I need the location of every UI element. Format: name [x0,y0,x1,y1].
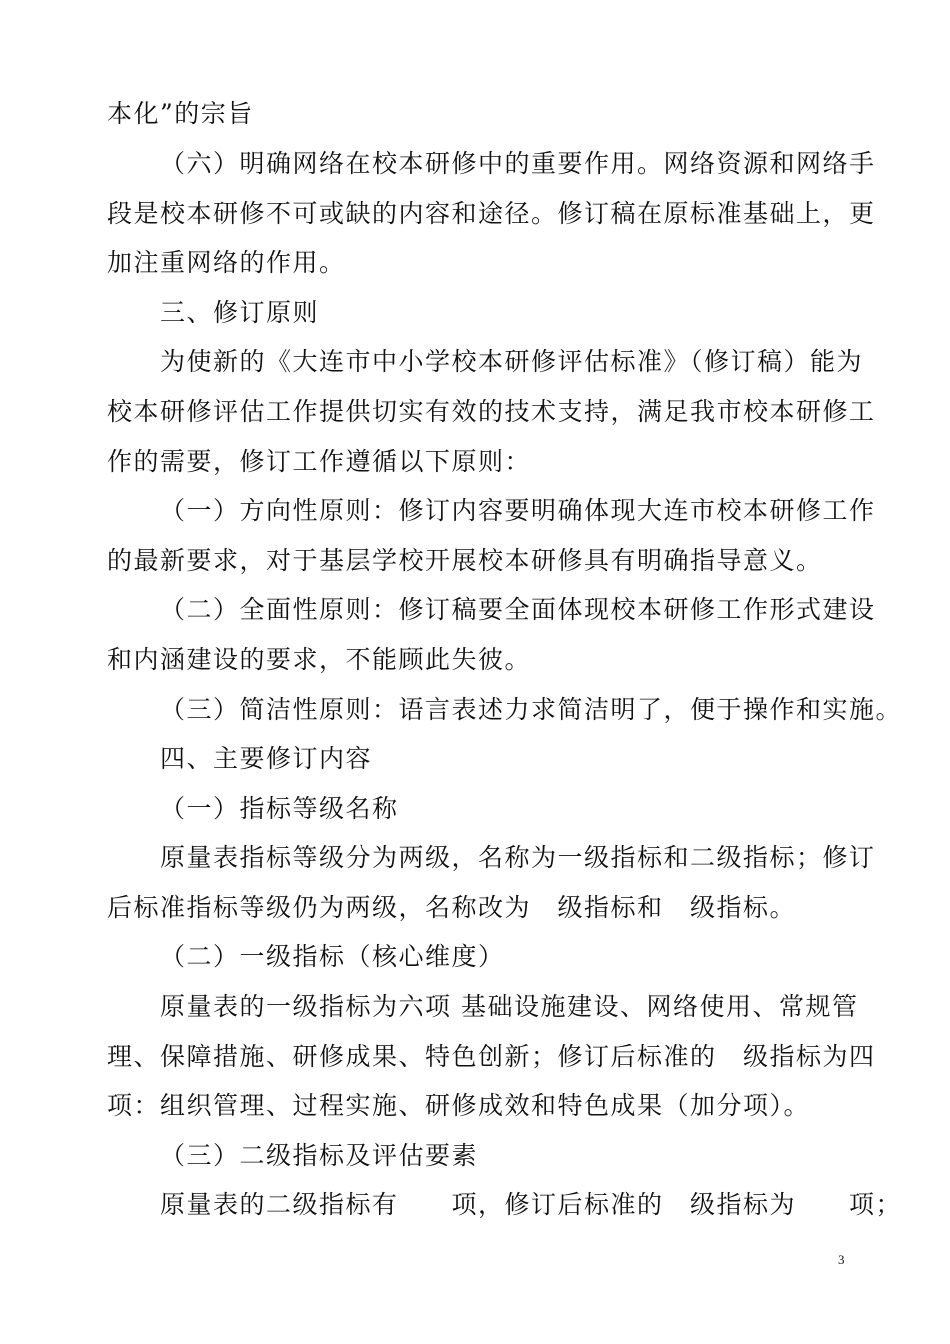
text-line: 加注重网络的作用。 [107,248,346,277]
subsection-heading: （一）指标等级名称 [160,794,399,823]
text-line: 后标准指标等级仍为两级，名称改为 级指标和 级指标。 [107,893,797,922]
section-heading: 四、主要修订内容 [160,744,373,773]
text-line: 为使新的《大连市中小学校本研修评估标准》（修订稿）能为 [160,347,864,376]
text-line: 的最新要求，对于基层学校开展校本研修具有明确指导意义。 [107,546,823,575]
text-line: 原量表的二级指标有 项，修订后标准的 级指标为 项； [160,1190,903,1219]
text-line: 作的需要，修订工作遵循以下原则： [107,447,532,476]
text-line: 原量表指标等级分为两级，名称为一级指标和二级指标；修订 [160,843,876,872]
subsection-heading: （二）一级指标（核心维度） [160,942,505,971]
subsection-heading: （三）二级指标及评估要素 [160,1141,479,1170]
text-line: （二）全面性原则：修订稿要全面体现校本研修工作形式建设 [160,595,876,624]
text-line: （六）明确网络在校本研修中的重要作用。网络资源和网络手 [160,149,876,178]
section-heading: 三、修订原则 [160,298,320,327]
text-line: （一）方向性原则：修订内容要明确体现大连市校本研修工作 [160,496,876,525]
text-line: 校本研修评估工作提供切实有效的技术支持，满足我市校本研修工 [107,397,876,426]
text-line: 项：组织管理、过程实施、研修成效和特色成果（加分项）。 [107,1091,811,1120]
text-line: 段是校本研修不可或缺的内容和途径。修订稿在原标准基础上，更 [107,199,876,228]
text-line: （三）简洁性原则：语言表述力求简洁明了，便于操作和实施。 [160,695,903,724]
page-number: 3 [838,1252,845,1267]
text-line: 和内涵建设的要求，不能顾此失彼。 [107,645,532,674]
text-line: 理、保障措施、研修成果、特色创新；修订后标准的 级指标为四 [107,1042,876,1071]
text-line: 本化”的宗旨 [107,99,254,128]
text-line: 原量表的一级指标为六项 基础设施建设、网络使用、常规管 [160,992,859,1021]
